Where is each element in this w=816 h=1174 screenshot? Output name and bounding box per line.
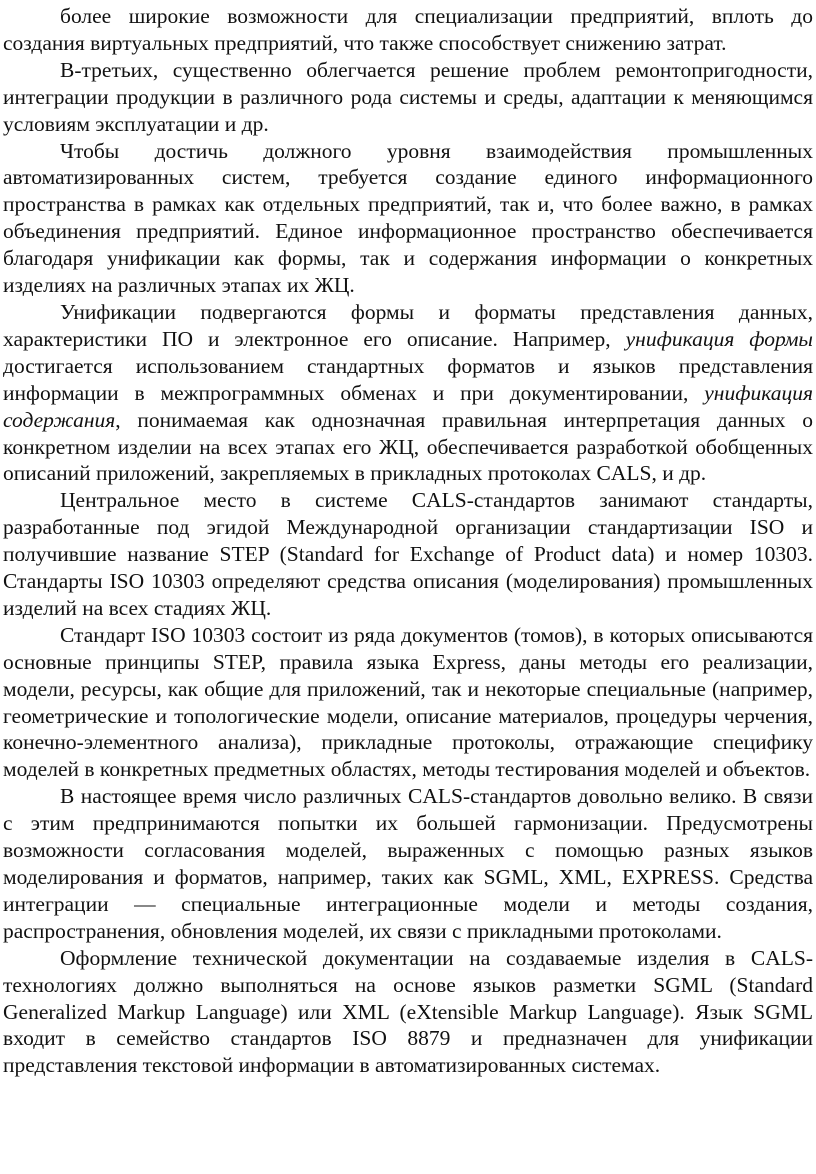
body-paragraph [3,57,813,138]
paragraph-text: В настоящее время число различных CALS-стандартов довольно велико. В связи с этим предпринимаются попытки их большей гармонизации. Предусмотрены возможности согласования моделей, выраженных с помощью разных языков моделирования и форматов, например, таких как SGML, XML, EXPRESS. Средства интеграции — специальные интеграционные модели и методы создания, распространения, обновления моделей, их связи с прикладными протоколами. [3,784,813,943]
italic-term: унификация формы [625,326,813,351]
body-paragraph [3,487,813,622]
paragraph-text: Чтобы достичь должного уровня взаимодействия промышленных автоматизированных систем, требуется создание единого информационного пространства в рамках как отдельных предприятий, так и, что более важно, в рамках объединения предприятий. Единое информационное пространство обеспечивается благодаря унификации как формы, так и содержания информации о конкретных изделиях на различных этапах их ЖЦ. [3,138,813,298]
paragraph-text: Оформление технической документации на создаваемые изделия в CALS-технологиях должно выполняться на основе языков разметки SGML (Standard Generalized Markup Language) или XML (eXtensible Markup Language). Язык SGML входит в семейство стандартов ISO 8879 и предназначен для унификации представления текстовой информации в автоматизированных системах. [3,945,813,1078]
paragraph-text: Унификации подвергаются формы и форматы представления данных, характеристики ПО и электронное его описание. Например, [3,299,813,351]
body-paragraph [3,138,813,299]
paragraph-text: , понимаемая как однозначная правильная интерпретация данных о конкретном изделии на всех этапах его ЖЦ, обеспечивается разработкой обобщенных описаний приложений, закрепляемых в прикладных протоколах CALS, и др. [3,407,813,486]
paragraph-text: Центральное место в системе CALS-стандартов занимают стандарты, разработанные под эгидой Международной организации стандартизации ISO и получившие название STEP (Standard for Exchange of Product data) и номер 10303. Стандарты ISO 10303 определяют средства описания (моделирования) промышленных изделий на всех стадиях ЖЦ. [3,488,813,620]
paragraph-text: более широкие возможности для специализации предприятий, вплоть до создания виртуальных предприятий, что также способствует снижению затрат. [3,4,813,55]
paragraph-text: Стандарт ISO 10303 состоит из ряда документов (томов), в которых описываются основные принципы STEP, правила языка Express, даны методы его реализации, модели, ресурсы, как общие для приложений, так и некоторые специальные (например, геометрические и топологические модели, описание материалов, процедуры черчения, конечно-элементного анализа), прикладные протоколы, отражающие специфику моделей в конкретных предметных областях, методы тестирования моделей и объектов. [3,622,813,782]
body-paragraph [3,299,813,487]
body-paragraph [3,622,813,783]
paragraph-text: В-третьих, существенно облегчается решение проблем ремонтопригодности, интеграции продукции в различного рода системы и среды, адаптации к меняющимся условиям эксплуатации и др. [3,57,813,136]
body-paragraph [3,945,813,1080]
body-paragraph [3,3,813,57]
paragraph-text: достигается использованием стандартных форматов и языков представления информации в межпрограммных обменах и при документировании, [3,353,813,405]
body-paragraph [3,783,813,944]
italic-term: унификация содержания [3,380,813,432]
